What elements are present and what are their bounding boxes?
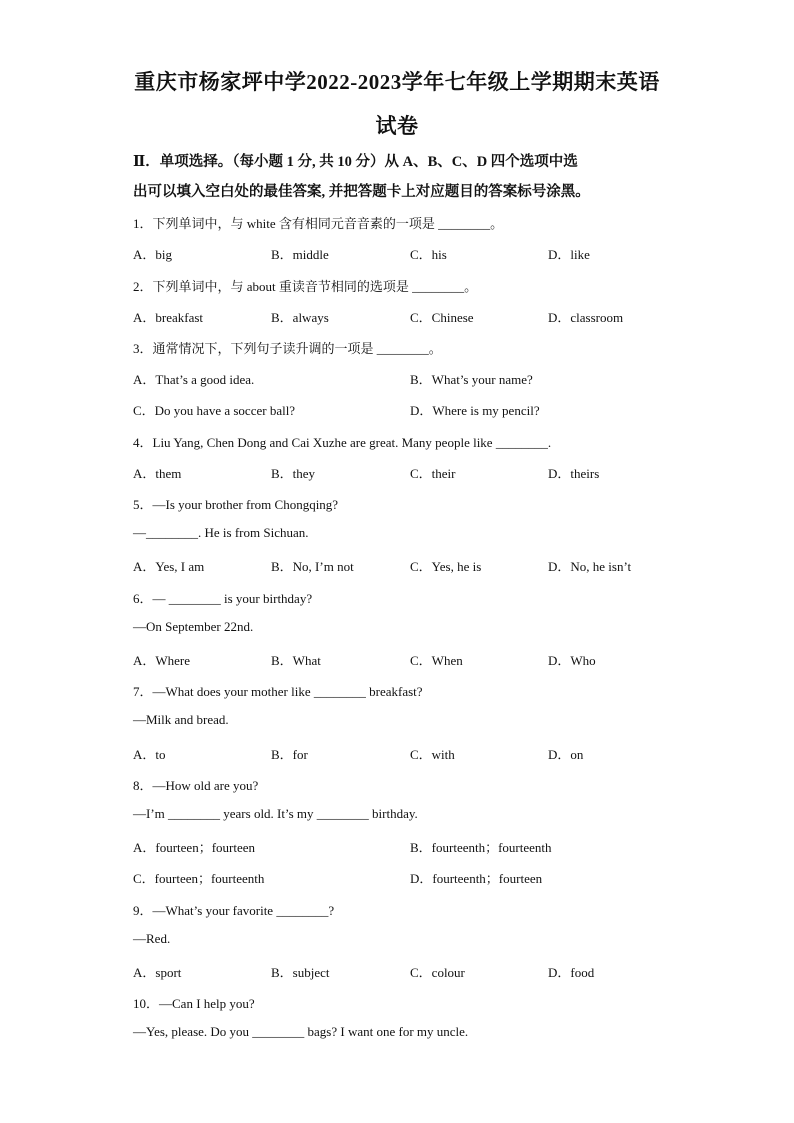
question-10-stem-reply: —Yes, please. Do you ________ bags? I want one for my uncle. xyxy=(133,1024,469,1039)
question-6-option-b: B．What xyxy=(271,653,321,668)
question-10-stem: 10．—Can I help you? xyxy=(133,996,255,1011)
section-instructions: Ⅱ．单项选择。（每小题 1 分, 共 10 分）从 A、B、C、D 四个选项中选 xyxy=(133,154,578,170)
question-9-option-d: D．food xyxy=(548,965,595,980)
question-7-option-b: B．for xyxy=(271,747,308,762)
question-4-option-a: A．them xyxy=(133,466,182,481)
question-7-stem: 7．—What does your mother like ________ breakfast? xyxy=(133,684,423,699)
question-5-option-b: B．No, I’m not xyxy=(271,559,354,574)
question-4-stem: 4．Liu Yang, Chen Dong and Cai Xuzhe are great. Many people like ________. xyxy=(133,435,552,450)
question-2-option-c: C．Chinese xyxy=(410,310,474,325)
question-9-option-b: B．subject xyxy=(271,965,330,980)
page-title: 重庆市杨家坪中学2022-2023学年七年级上学期期末英语 xyxy=(134,70,660,94)
question-2-option-a: A．breakfast xyxy=(133,310,204,325)
question-9-stem: 9．—What’s your favorite ________? xyxy=(133,903,335,918)
question-4-option-c: C．their xyxy=(410,466,456,481)
question-4-option-b: B．they xyxy=(271,466,316,481)
question-5-stem-reply: —________. He is from Sichuan. xyxy=(133,525,309,540)
question-8-stem-reply: —I’m ________ years old. It’s my ________ birthday. xyxy=(133,806,418,821)
question-8-option-b: B．fourteenth；fourteenth xyxy=(410,840,552,855)
question-5-option-d: D．No, he isn’t xyxy=(548,559,632,574)
question-5-option-c: C．Yes, he is xyxy=(410,559,482,574)
question-8-option-c: C．fourteen；fourteenth xyxy=(133,871,265,886)
question-4-option-d: D．theirs xyxy=(548,466,600,481)
question-9-option-c: C．colour xyxy=(410,965,465,980)
question-2-option-b: B．always xyxy=(271,310,329,325)
question-6-option-c: C．When xyxy=(410,653,463,668)
page-title-continued: 试卷 xyxy=(375,114,419,138)
question-7-option-c: C．with xyxy=(410,747,455,762)
question-1-option-c: C．his xyxy=(410,247,447,262)
question-9-stem-reply: —Red. xyxy=(133,931,171,946)
question-7-stem-reply: —Milk and bread. xyxy=(133,712,229,727)
question-6-option-a: A．Where xyxy=(133,653,191,668)
question-3-option-a: A．That’s a good idea. xyxy=(133,372,255,387)
question-3-option-d: D．Where is my pencil? xyxy=(410,403,540,418)
question-2-stem: 2．下列单词中，与 about 重读音节相同的选项是 ________。 xyxy=(133,279,478,294)
question-6-option-d: D．Who xyxy=(548,653,596,668)
question-8-option-a: A．fourteen；fourteen xyxy=(133,840,256,855)
question-6-stem: 6．— ________ is your birthday? xyxy=(133,591,313,606)
question-7-option-d: D．on xyxy=(548,747,584,762)
question-1-stem: 1．下列单词中，与 white 含有相同元音音素的一项是 ________。 xyxy=(133,216,504,231)
section-instructions-continued: 出可以填入空白处的最佳答案, 并把答题卡上对应题目的答案标号涂黑。 xyxy=(133,184,590,200)
question-5-stem: 5．—Is your brother from Chongqing? xyxy=(133,497,339,512)
question-3-option-b: B．What’s your name? xyxy=(410,372,533,387)
question-8-option-d: D．fourteenth；fourteen xyxy=(410,871,543,886)
question-7-option-a: A．to xyxy=(133,747,166,762)
question-1-option-a: A．big xyxy=(133,247,173,262)
question-5-option-a: A．Yes, I am xyxy=(133,559,205,574)
question-2-option-d: D．classroom xyxy=(548,310,624,325)
question-6-stem-reply: —On September 22nd. xyxy=(133,619,254,634)
question-9-option-a: A．sport xyxy=(133,965,182,980)
question-8-stem: 8．—How old are you? xyxy=(133,778,259,793)
question-3-stem: 3．通常情况下，下列句子读升调的一项是 ________。 xyxy=(133,341,442,356)
question-1-option-d: D．like xyxy=(548,247,590,262)
question-1-option-b: B．middle xyxy=(271,247,329,262)
question-3-option-c: C．Do you have a soccer ball? xyxy=(133,403,296,418)
